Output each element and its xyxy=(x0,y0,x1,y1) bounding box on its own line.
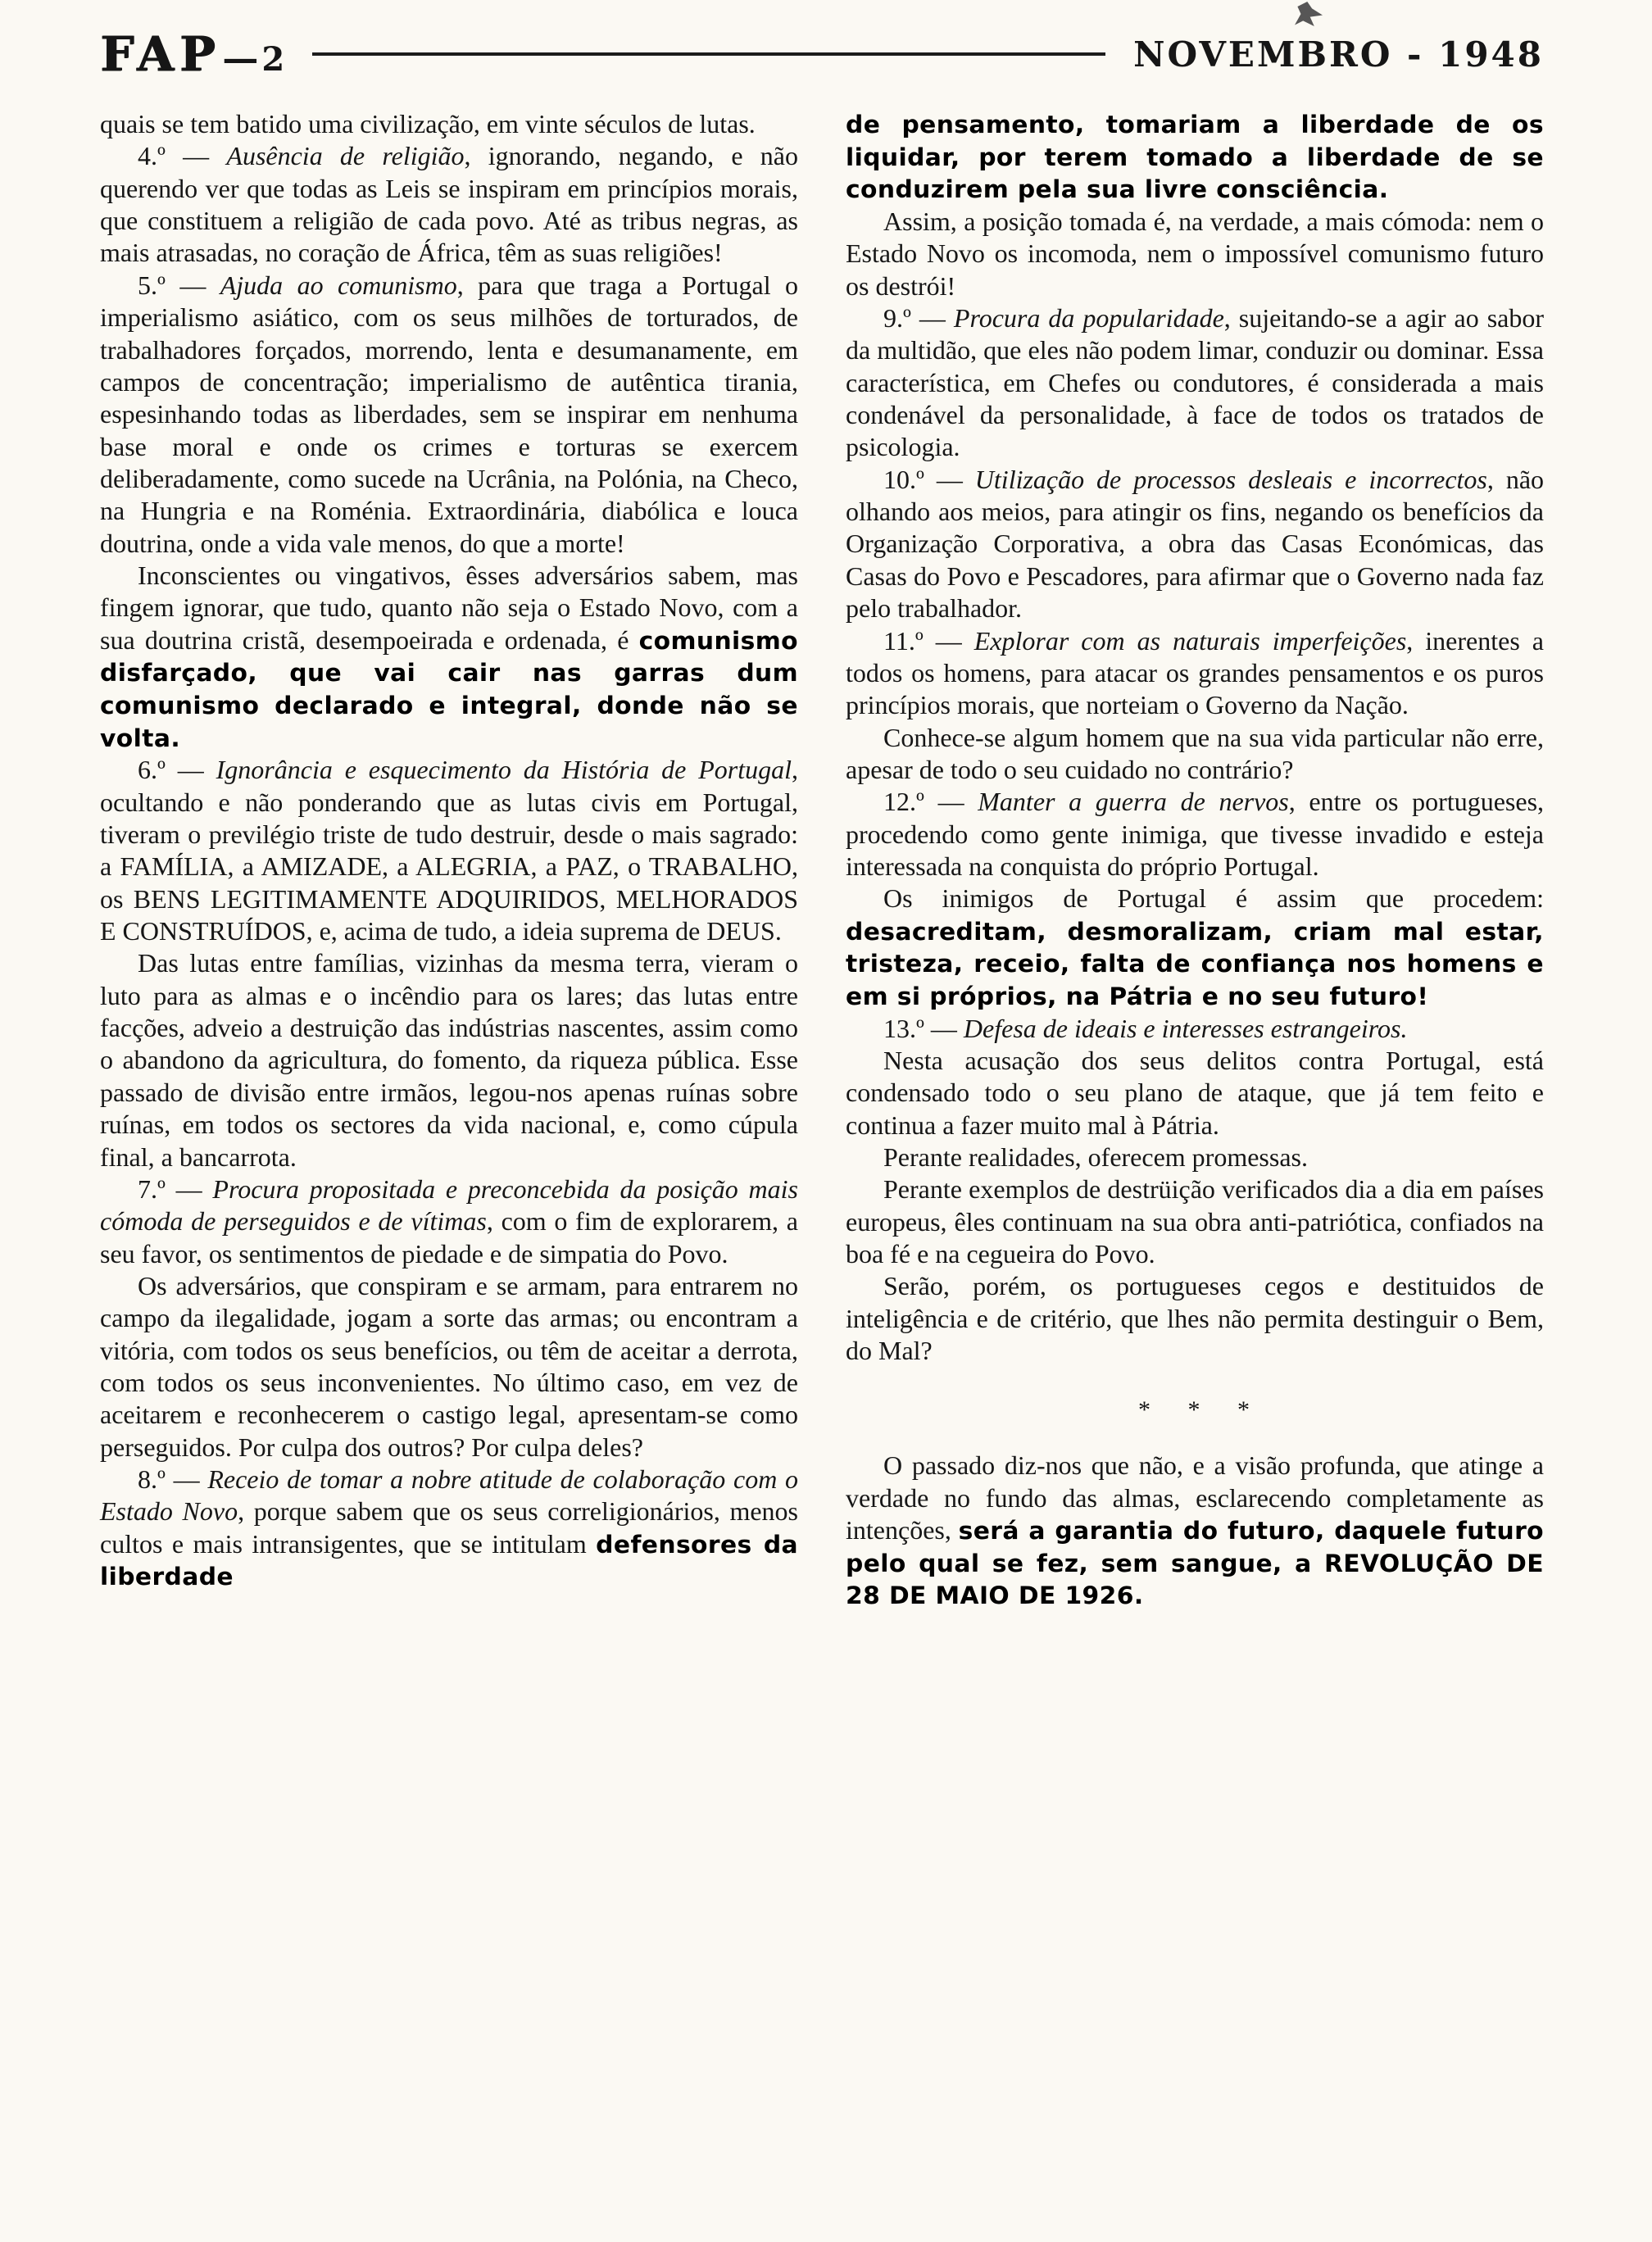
italic-heading: Manter a guerra de nervos xyxy=(978,787,1289,817)
text-run: 5.º — xyxy=(138,270,220,300)
bold-emphasis: comunismo disfarçado, que vai cair nas garras dum comunismo declarado e integral, donde não se volta. xyxy=(100,626,798,753)
italic-heading: Receio de tomar a nobre atitude de colaboração com o Estado Novo xyxy=(100,1464,799,1527)
article-body xyxy=(100,108,1544,1612)
text-run: Nesta acusação dos seus delitos contra Portugal, está condensado todo o seu plano de ataque, que já tem feito e continua a fazer muito mal à Pátria. xyxy=(846,1045,1544,1140)
text-run: Inconscientes ou vingativos, êsses adversários sabem, mas fingem ignorar, que tudo, quanto não seja o Estado Novo, com a sua doutrina cristã, desempoeirada e ordenada, é xyxy=(100,560,798,655)
paragraph xyxy=(100,140,798,269)
text-run: Perante exemplos de destrüição verificados dia a dia em países europeus, êles continuam na sua obra anti-patriótica, confiados na boa fé e na cegueira do Povo. xyxy=(846,1174,1544,1269)
masthead xyxy=(100,26,284,82)
text-run: , para que traga a Portugal o imperialismo asiático, com os seus milhões de torturados, de trabalhadores forçados, morrendo, lenta e desumanamente, em campos de concentração; imperialismo de autêntica tirania, espesinhando todas as liberdades, sem se inspirar em nenhuma base moral e onde os crimes e torturas se exercem deliberadamente, como sucede na Ucrânia, na Polónia, na Checo, na Hungria e na Roménia. Extraordinária, diabólica e louca doutrina, onde a vida vale menos, do que a morte! xyxy=(100,270,799,558)
text-run: O passado diz-nos que não, e a visão profunda, que atinge a verdade no fundo das almas, esclarecendo completamente as intenções, xyxy=(846,1450,1544,1545)
paragraph xyxy=(846,1173,1544,1270)
text-run: Serão, porém, os portugueses cegos e destituidos de inteligência e de critério, que lhes não permita destinguir o Bem, do Mal? xyxy=(846,1271,1544,1366)
paragraph xyxy=(100,560,798,754)
text-run: 6.º — xyxy=(138,755,216,785)
italic-heading: Explorar com as naturais imperfeições xyxy=(974,625,1407,656)
header-rule xyxy=(312,52,1105,56)
bold-emphasis: defensores da liberdade xyxy=(100,1530,798,1592)
paragraph xyxy=(100,108,798,140)
issue-date: NOVEMBRO - 1948 xyxy=(1133,34,1544,75)
paragraph xyxy=(846,1045,1544,1141)
paragraph xyxy=(100,754,798,947)
paragraph xyxy=(100,1173,798,1270)
paragraph xyxy=(846,206,1544,302)
text-run: 8.º — xyxy=(138,1464,208,1495)
paragraph xyxy=(846,464,1544,625)
text-run: , não olhando aos meios, para atingir os fins, negando os benefícios da Organização Corporativa, a obra das Casas Económicas, das Casas do Povo e Pescadores, para afirmar que o Governo nada faz pelo trabalhador. xyxy=(846,464,1545,624)
paragraph xyxy=(846,302,1544,464)
text-run: , ignorando, negando, e não querendo ver que todas as Leis se inspiram em princípios morais, que constituem a religião de cada povo. Até as tribus negras, as mais atrasadas, no coração de África, têm as suas religiões! xyxy=(100,141,798,268)
text-run: 11.º — xyxy=(883,625,974,656)
text-run: , inerentes a todos os homens, para atacar os grandes pensamentos e os puros princípios morais, que norteiam o Governo da Nação. xyxy=(846,625,1544,720)
masthead-logo: FAP xyxy=(100,26,221,82)
paragraph xyxy=(100,1270,798,1464)
bold-emphasis: será a garantia do futuro, daquele futuro pelo qual se fez, sem sangue, a REVOLUÇÃO DE 28 DE MAIO DE 1926. xyxy=(846,1517,1545,1611)
masthead-dash: — xyxy=(222,38,259,79)
paragraph xyxy=(846,625,1544,722)
text-run: , sujeitando-se a agir ao sabor da multidão, que eles não podem limar, conduzir ou dominar. Essa característica, em Chefes ou condutores, é considerada a mais condenável da personalidade, à face de todos os tratados de psicologia. xyxy=(846,302,1544,462)
paragraph xyxy=(846,883,1544,1012)
column-right xyxy=(846,108,1544,1612)
bold-emphasis: de pensamento, tomariam a liberdade de os liquidar, por terem tomado a liberdade de se conduzirem pela sua livre consciência. xyxy=(846,111,1544,205)
text-run: 12.º — xyxy=(883,787,978,817)
paragraph xyxy=(846,1141,1544,1173)
page-number: 2 xyxy=(261,40,285,79)
text-run: 9.º — xyxy=(883,302,954,333)
section-separator xyxy=(846,1396,1544,1426)
text-run: * * * xyxy=(1138,1396,1251,1423)
text-run: Conhece-se algum homem que na sua vida particular não erre, apesar de todo o seu cuidado no contrário? xyxy=(846,722,1544,784)
paragraph xyxy=(846,1270,1544,1367)
text-run: , com o fim de explorarem, a seu favor, os sentimentos de piedade e de simpatia do Povo. xyxy=(100,1206,799,1268)
text-run: Os inimigos de Portugal é assim que procedem: xyxy=(883,883,1544,914)
italic-heading: Defesa de ideais e interesses estrangeiros. xyxy=(963,1013,1408,1043)
paragraph xyxy=(846,108,1544,206)
text-run: 10.º — xyxy=(883,464,975,494)
text-run: Os adversários, que conspiram e se armam, para entrarem no campo da ilegalidade, jogam a sorte das armas; ou encontram a vitória, com todos os seus benefícios, ou têm de aceitar a derrota, com todos os seus inconvenientes. No último caso, em vez de aceitarem e reconhecerem o castigo legal, apresentam-se como perseguidos. Por culpa dos outros? Por culpa deles? xyxy=(100,1270,798,1462)
page-header xyxy=(100,28,1544,80)
paragraph xyxy=(846,1450,1544,1612)
paragraph xyxy=(100,270,798,560)
italic-heading: Ajuda ao comunismo xyxy=(220,270,457,300)
text-run: Das lutas entre famílias, vizinhas da mesma terra, vieram o luto para as almas e o incêndio para os lares; das lutas entre facções, adveio a destruição das indústrias nascentes, assim como o abandono da agricultura, do fomento, da riqueza pública. Esse passado de divisão entre irmãos, legou-nos apenas ruínas sobre ruínas, em todos os sectores da vida nacional, e, como cúpula final, a bancarrota. xyxy=(100,948,798,1172)
italic-heading: Utilização de processos desleais e incorrectos xyxy=(974,464,1487,494)
paragraph xyxy=(846,786,1544,883)
italic-heading: Ignorância e esquecimento da História de Portugal xyxy=(216,755,792,785)
paragraph xyxy=(846,722,1544,787)
text-run: , ocultando e não ponderando que as lutas civis em Portugal, tiveram o previlégio triste de tudo destruir, desde o mais sagrado: a FAMÍLIA, a AMIZADE, a ALEGRIA, a PAZ, o TRABALHO, os BENS LEGITIMAMENTE ADQUIRIDOS, MELHORADOS E CONSTRUÍDOS, e, acima de tudo, a ideia suprema de DEUS. xyxy=(100,755,799,946)
ink-smudge-artifact xyxy=(1295,2,1323,26)
text-run: Perante realidades, oferecem promessas. xyxy=(883,1142,1308,1172)
paragraph xyxy=(100,947,798,1173)
text-run: 4.º — xyxy=(138,141,227,171)
italic-heading: Ausência de religião xyxy=(226,141,465,171)
text-run: , porque sabem que os seus correligionários, menos cultos e mais intransigentes, que se intitulam xyxy=(100,1496,799,1559)
column-left xyxy=(100,108,798,1612)
text-run: 7.º — xyxy=(138,1173,213,1204)
paragraph xyxy=(100,1464,798,1593)
text-run: Assim, a posição tomada é, na verdade, a mais cómoda: nem o Estado Novo os incomoda, nem o impossível comunismo futuro os destrói! xyxy=(846,206,1544,301)
text-run: quais se tem batido uma civilização, em vinte séculos de lutas. xyxy=(100,109,756,138)
bold-emphasis: desacreditam, desmoralizam, criam mal estar, tristeza, receio, falta de confiança nos homens e em si próprios, na Pátria e no seu futuro! xyxy=(846,917,1544,1011)
italic-heading: Procura propositada e preconcebida da posição mais cómoda de perseguidos e de vítimas xyxy=(100,1173,798,1237)
text-run: 13.º — xyxy=(883,1013,964,1043)
italic-heading: Procura da popularidade xyxy=(953,302,1224,333)
paragraph xyxy=(846,1013,1544,1045)
text-run: , entre os portugueses, procedendo como gente inimiga, que tivesse invadido e esteja interessada na conquista do próprio Portugal. xyxy=(846,787,1545,882)
